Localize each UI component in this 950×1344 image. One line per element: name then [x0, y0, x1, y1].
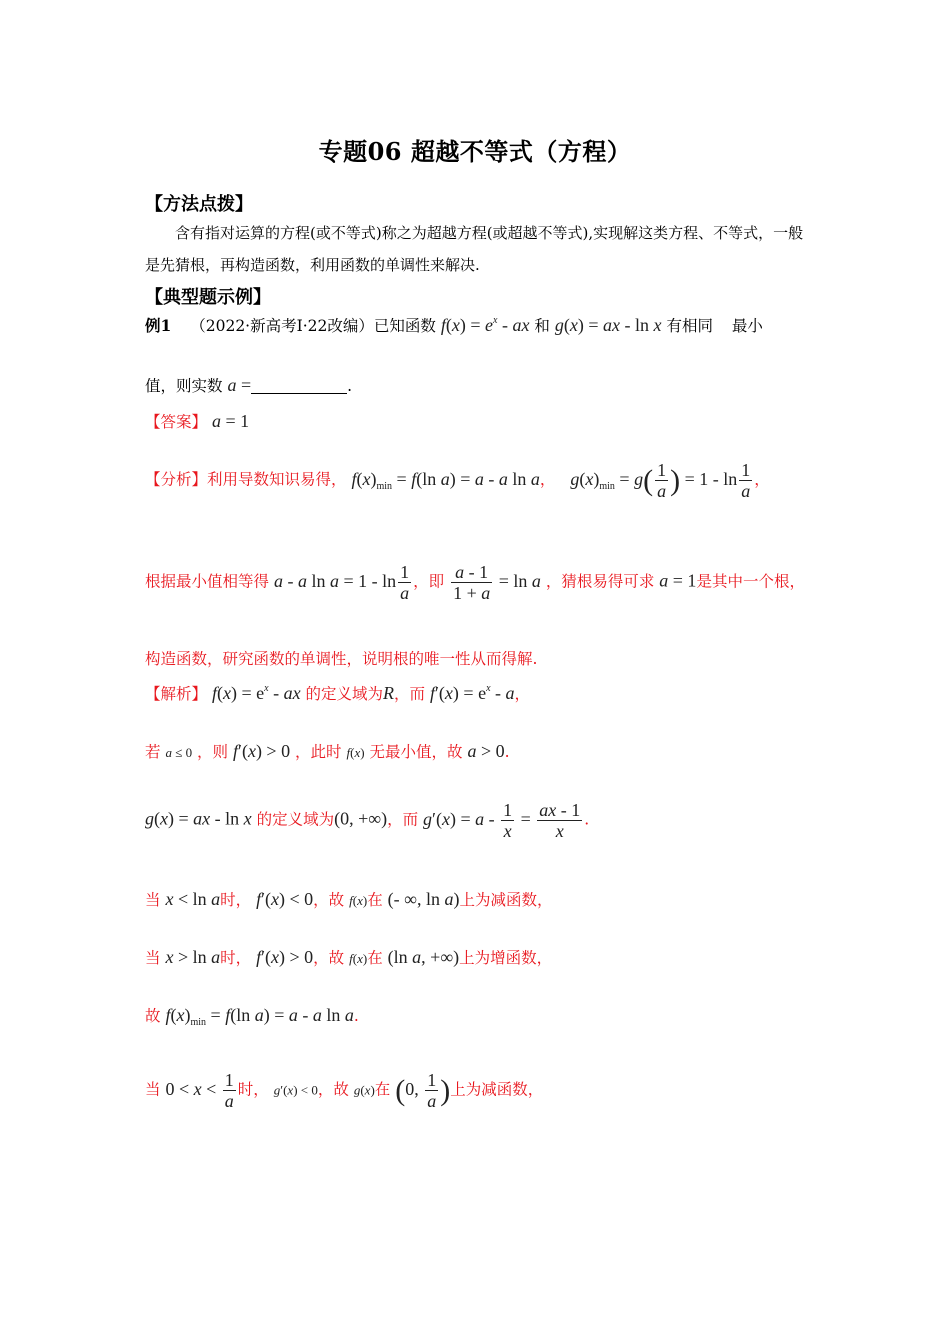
formula-root: a = 1 — [659, 570, 697, 591]
solution-line3: g(x) = ax - ln x 的定义域为(0, +∞)，而 g′(x) = a - $\frac{1}{x}$ = $\frac{ax - 1}{x}$ . — [145, 800, 590, 841]
solution-tag: 【解析】 — [145, 685, 208, 703]
s4d: 上为减函数， — [459, 891, 553, 909]
formula-f-def: $f(x) = e^x$ - ax — [211, 683, 301, 703]
formula-fprime: $f'(x) = e^x - a$ — [429, 683, 515, 703]
answer-tag: 【答案】 — [145, 413, 208, 431]
analysis-tag: 【分析】 — [145, 470, 208, 489]
formula-equal-mins: a - a ln a = 1 - ln $\frac{1}{a}$ — [273, 562, 410, 603]
s7a: 时， — [237, 1080, 269, 1099]
s5c: 在 — [367, 949, 383, 967]
analysis-line1: 【分析】利用导数知识易得， $f(x)_{min} = f(\ln$ a) = a - a ln a， $g(x)_{min} = g$( $\frac{1}{a}$ ) = 1 - ln $\frac{1}{a}$ ， — [145, 460, 770, 501]
formula-fx-small: f(x) — [346, 745, 365, 760]
s4-when: 当 — [145, 891, 161, 909]
formula-interval-g: (0, $\frac{1}{a}$ ) — [395, 1070, 451, 1111]
formula-fprime-pos: f′(x) > 0 — [232, 741, 291, 761]
s7b: ，故 — [317, 1080, 349, 1099]
s6-gu: 故 — [145, 1007, 161, 1025]
s4b: ，故 — [313, 891, 345, 909]
example1-line — [145, 314, 763, 336]
formula-fprime-neg: f′(x) < 0 — [256, 889, 314, 909]
page-title: 专题06 超越不等式（方程） — [318, 137, 632, 166]
answer-formula: a = 1 — [211, 411, 250, 431]
analysis-l2b: ，即 — [413, 572, 445, 591]
formula-fprime-pos2: f′(x) > 0 — [256, 947, 314, 967]
formula-ratio: $\frac{a - 1}{1 + a}$ = ln a — [453, 562, 541, 603]
example1-line2 — [145, 374, 352, 396]
formula-a-pos: a > 0 — [467, 741, 505, 761]
formula-interval-inc: (ln a, +∞) — [387, 947, 460, 967]
answer-blank — [251, 377, 347, 394]
formula-g: g(x) = ax - ln x — [554, 315, 662, 335]
analysis-line2 — [145, 562, 805, 603]
s2d: 无最小值，故 — [369, 743, 463, 761]
s5-when: 当 — [145, 949, 161, 967]
analysis-l1: 利用导数知识易得， — [207, 470, 347, 489]
example-label: 例1 — [145, 316, 172, 335]
method-paragraph: 含有指对运算的方程(或不等式)称之为超越方程(或超越不等式),实现解这类方程、不等式，一般是先猜根，再构造函数，利用函数的单调性来解决. — [145, 224, 804, 274]
s5b: ，故 — [313, 949, 345, 967]
section-examples-heading: 【典型题示例】 — [145, 287, 271, 308]
s1a: 的定义域为 — [305, 685, 384, 703]
period: . — [347, 377, 353, 395]
s4a: 时， — [220, 891, 252, 909]
s4c: 在 — [367, 891, 383, 909]
and-text: 和 — [534, 317, 550, 335]
s7d: 上为减函数， — [450, 1080, 544, 1099]
formula-interval-dec: (- ∞, ln a) — [387, 889, 460, 909]
analysis-l2c: ，猜根易得可求 — [545, 572, 655, 591]
example-tail2: 最小 — [731, 317, 763, 335]
solution-line4: 当 x < ln a时， f′(x) < 0，故 f(x)在 (- ∞, ln a)上为减函数， — [145, 889, 553, 909]
example-source: （2022·新高考I·22改编）已知函数 — [190, 317, 436, 335]
example-tail: 有相同 — [666, 317, 713, 335]
s2a: 若 — [145, 743, 161, 761]
solution-line6: 故 $f(x)_{min} = f(\ln$ a) = a - a ln a. — [145, 1005, 359, 1028]
section-method-heading: 【方法点拨】 — [145, 194, 253, 215]
formula-a-eq: a = — [227, 375, 252, 395]
s2b: ，则 — [197, 743, 229, 761]
solution-line7: 当 0 < x < $\frac{1}{a}$ 时， g′(x) < 0，故 g(x)在 (0, $\frac{1}{a}$ )上为减函数， — [145, 1070, 544, 1111]
formula-x-lt-lna: x < ln a — [165, 889, 221, 909]
s3b: ，而 — [387, 810, 419, 829]
analysis-line3: 构造函数，研究函数的单调性，说明根的唯一性从而得解. — [145, 650, 538, 668]
analysis-l2d: 是其中一个根， — [696, 572, 805, 591]
formula-x-range: 0 < x < $\frac{1}{a}$ — [165, 1070, 234, 1111]
formula-f: $f(x) = e^x$ - ax — [440, 315, 530, 335]
formula-x-gt-lna: x > ln a — [165, 947, 221, 967]
s7c: 在 — [374, 1080, 391, 1099]
analysis-l2a: 根据最小值相等得 — [145, 572, 270, 591]
answer-line — [145, 410, 249, 432]
formula-gmin: $g(x)_{min} = g$( $\frac{1}{a}$ ) = 1 - ln $\frac{1}{a}$ — [570, 460, 751, 501]
s1b: ，而 — [394, 685, 426, 703]
s2c: ，此时 — [295, 743, 342, 761]
formula-fmin2: $f(x)_{min} = f(\ln$ a) = a - a ln a — [165, 1005, 354, 1028]
s3a: 的定义域为 — [256, 810, 335, 829]
formula-gprime-neg: g′(x) < 0 — [273, 1082, 318, 1098]
solution-line1: 【解析】 $f(x) = e^x$ - ax 的定义域为R，而 $f'(x) = e^x - a$， — [145, 683, 531, 703]
formula-g-def: g(x) = ax - ln x — [145, 808, 252, 829]
formula-a-le-0: a ≤ 0 — [165, 745, 193, 760]
solution-line2: 若 a ≤ 0 ，则 f′(x) > 0 ，此时 f(x) 无最小值，故 a > 0. — [145, 741, 510, 761]
example-line2-text: 值，则实数 — [145, 377, 223, 395]
s5a: 时， — [220, 949, 252, 967]
formula-gprime: g′(x) = a - $\frac{1}{x}$ = $\frac{ax - 1}{x}$ — [423, 800, 581, 841]
formula-fmin: $f(x)_{min} = f(\ln$ a) = a - a ln a — [351, 468, 540, 492]
s5d: 上为增函数， — [459, 949, 553, 967]
s7-when: 当 — [145, 1080, 161, 1099]
solution-line5: 当 x > ln a时， f′(x) > 0，故 f(x)在 (ln a, +∞)上为增函数， — [145, 947, 553, 967]
